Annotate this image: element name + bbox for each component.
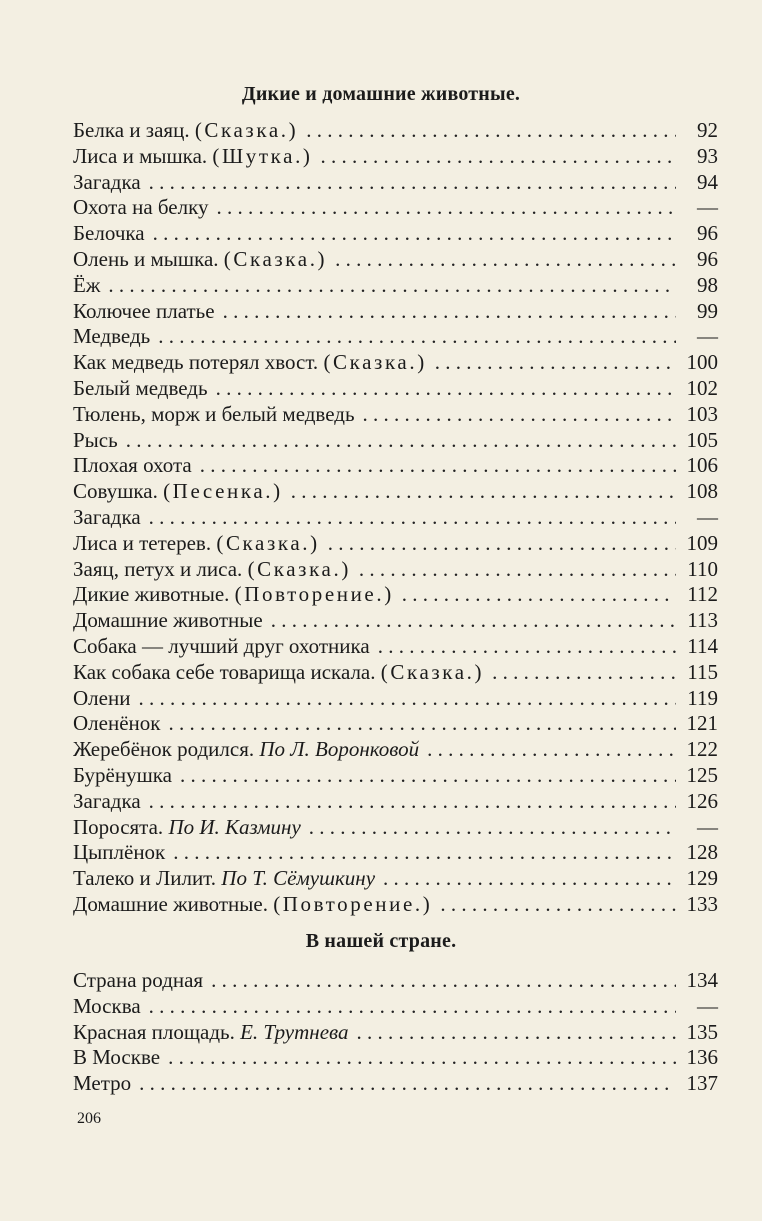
toc-entry-main-title: Дикие животные. xyxy=(73,582,230,607)
toc-entry-main-title: Совушка. xyxy=(73,479,158,504)
toc-entry-main-title: В Москве xyxy=(73,1045,161,1070)
page-number: 206 xyxy=(77,1110,101,1127)
toc-entry-page: 126 xyxy=(686,788,718,813)
toc-entry-main-title: Страна родная xyxy=(73,968,204,992)
toc-entry-main-title: Тюлень, морж и белый медведь xyxy=(73,401,355,426)
toc-entry-page: 96 xyxy=(697,221,718,246)
toc-entry-title xyxy=(73,557,351,583)
toc-entry xyxy=(73,376,718,402)
toc-entry-page: 99 xyxy=(697,298,718,323)
toc-leader-dots xyxy=(378,634,676,660)
toc-leader-dots xyxy=(492,660,676,686)
toc-entry-main-title: Колючее платье xyxy=(73,298,215,323)
toc-entry xyxy=(73,273,718,299)
toc-entry-page: 114 xyxy=(687,633,718,658)
toc-entry-page: — xyxy=(697,814,718,839)
toc-entry-main-title: Олени xyxy=(73,685,131,710)
toc-entry-title xyxy=(73,299,215,325)
toc-entry-page: 93 xyxy=(697,143,718,168)
toc-entry-page: 94 xyxy=(697,169,718,194)
toc-entry-title xyxy=(73,221,145,247)
toc-entry-page: 109 xyxy=(686,530,718,555)
toc-entry xyxy=(73,660,718,686)
toc-entry-page: 136 xyxy=(686,1045,718,1070)
toc-entry-title xyxy=(73,840,165,866)
toc-leader-dots xyxy=(363,402,676,428)
toc-entry-main-title: Загадка xyxy=(73,504,141,529)
toc-list-animals xyxy=(73,118,718,918)
toc-entry xyxy=(73,247,718,273)
toc-entry-title xyxy=(73,170,141,196)
toc-entry-page: 113 xyxy=(687,608,718,633)
toc-entry-genre: (Повторение.) xyxy=(273,891,433,916)
toc-entry xyxy=(73,453,718,479)
toc-entry-genre: (Песенка.) xyxy=(163,479,283,504)
toc-entry-main-title: Белка и заяц. xyxy=(73,118,190,142)
toc-leader-dots xyxy=(440,892,676,918)
toc-entry xyxy=(73,118,718,144)
toc-entry-main-title: Олень и мышка. xyxy=(73,246,219,271)
toc-leader-dots xyxy=(306,118,676,144)
toc-entry-main-title: Красная площадь. xyxy=(73,1019,235,1044)
toc-entry-page: 128 xyxy=(686,840,718,865)
toc-entry-genre: (Сказка.) xyxy=(247,556,351,581)
toc-entry-page: 119 xyxy=(687,685,718,710)
toc-entry xyxy=(73,479,718,505)
toc-entry-main-title: Рысь xyxy=(73,427,118,452)
section-title-country: В нашей стране. xyxy=(305,930,457,952)
toc-entry-main-title: Лиса и тетерев. xyxy=(73,530,212,555)
toc-entry-author: По И. Казмину xyxy=(168,814,301,839)
toc-entry xyxy=(73,402,718,428)
toc-entry-main-title: Как собака себе товарища искала. xyxy=(73,659,376,684)
toc-entry-page: 103 xyxy=(686,401,718,426)
toc-entry-main-title: Как медведь потерял хвост. xyxy=(73,350,319,375)
toc-entry-title xyxy=(73,505,141,531)
toc-entry-title xyxy=(73,789,141,815)
toc-entry-title xyxy=(73,376,208,402)
toc-leader-dots xyxy=(149,789,676,815)
toc-leader-dots xyxy=(359,557,676,583)
toc-entry-page: 96 xyxy=(697,246,718,271)
toc-entry-title xyxy=(73,195,209,221)
toc-entry-genre: (Шутка.) xyxy=(212,143,313,168)
toc-leader-dots xyxy=(200,453,676,479)
toc-entry-page: — xyxy=(697,324,718,349)
toc-entry-author: По Л. Воронковой xyxy=(259,737,420,762)
toc-entry-main-title: Загадка xyxy=(73,788,141,813)
toc-entry-title xyxy=(73,892,432,918)
toc-leader-dots xyxy=(153,221,676,247)
toc-entry-title xyxy=(73,247,327,273)
toc-leader-dots xyxy=(357,1020,677,1046)
toc-entry-page: 122 xyxy=(686,737,718,762)
toc-entry xyxy=(73,866,718,892)
toc-entry-title xyxy=(73,815,301,841)
toc-entry-genre: (Сказка.) xyxy=(223,246,328,271)
toc-entry xyxy=(73,634,718,660)
toc-entry xyxy=(73,737,718,763)
toc-entry-title xyxy=(73,144,313,170)
toc-entry-page: — xyxy=(697,504,718,529)
toc-leader-dots xyxy=(149,170,676,196)
toc-entry xyxy=(73,840,718,866)
toc-entry-genre: (Повторение.) xyxy=(234,582,394,607)
toc-entry-title xyxy=(73,273,100,299)
toc-entry-page: 134 xyxy=(686,968,718,992)
toc-entry-main-title: Домашние животные. xyxy=(73,891,268,916)
toc-entry-title xyxy=(73,402,355,428)
toc-entry xyxy=(73,170,718,196)
toc-leader-dots xyxy=(216,376,676,402)
toc-entry-page: 92 xyxy=(697,118,718,142)
toc-entry xyxy=(73,763,718,789)
toc-entry xyxy=(73,505,718,531)
toc-leader-dots xyxy=(211,968,676,994)
toc-entry xyxy=(73,711,718,737)
toc-entry-page: — xyxy=(697,993,718,1018)
toc-entry-title xyxy=(73,634,370,660)
toc-entry-main-title: Плохая охота xyxy=(73,453,192,478)
toc-leader-dots xyxy=(435,350,676,376)
toc-entry-main-title: Ёж xyxy=(73,272,101,297)
toc-entry-title xyxy=(73,350,427,376)
toc-leader-dots xyxy=(291,479,676,505)
toc-entry-title xyxy=(73,1071,131,1097)
toc-entry-title xyxy=(73,660,484,686)
toc-entry xyxy=(73,582,718,608)
toc-entry xyxy=(73,299,718,325)
toc-leader-dots xyxy=(168,1045,676,1071)
toc-entry xyxy=(73,221,718,247)
toc-entry-main-title: Охота на белку xyxy=(73,195,209,220)
toc-entry xyxy=(73,994,718,1020)
toc-entry-main-title: Собака — лучший друг охотника xyxy=(73,633,370,658)
toc-entry-title xyxy=(73,608,263,634)
toc-entry-main-title: Медведь xyxy=(73,324,151,349)
section-title-animals: Дикие и домашние животные. xyxy=(241,83,521,105)
toc-entry xyxy=(73,428,718,454)
toc-entry-author: По Т. Сёмушкину xyxy=(221,866,376,891)
toc-entry-main-title: Жеребёнок родился. xyxy=(73,737,255,762)
toc-leader-dots xyxy=(149,505,676,531)
toc-leader-dots xyxy=(108,273,676,299)
toc-entry-page: 98 xyxy=(697,272,718,297)
toc-entry-genre: (Сказка.) xyxy=(380,659,485,684)
toc-entry-title xyxy=(73,324,150,350)
toc-entry-main-title: Оленёнок xyxy=(73,711,161,736)
toc-entry xyxy=(73,531,718,557)
toc-leader-dots xyxy=(173,840,676,866)
toc-entry xyxy=(73,968,718,994)
toc-leader-dots xyxy=(321,144,676,170)
toc-entry xyxy=(73,686,718,712)
toc-entry xyxy=(73,1045,718,1071)
toc-entry-page: 137 xyxy=(686,1071,718,1096)
toc-leader-dots xyxy=(180,763,676,789)
toc-entry-page: 133 xyxy=(686,891,718,916)
toc-entry-main-title: Москва xyxy=(73,993,141,1018)
toc-leader-dots xyxy=(335,247,676,273)
toc-entry-genre: (Сказка.) xyxy=(194,118,299,142)
toc-entry-title xyxy=(73,711,160,737)
toc-leader-dots xyxy=(223,299,676,325)
toc-entry-main-title: Цыплёнок xyxy=(73,840,166,865)
toc-entry-page: 112 xyxy=(687,582,718,607)
toc-entry-title xyxy=(73,968,203,994)
toc-entry-page: 135 xyxy=(686,1019,718,1044)
toc-entry xyxy=(73,1071,718,1097)
toc-entry-main-title: Поросята. xyxy=(73,814,164,839)
toc-entry-genre: (Сказка.) xyxy=(323,350,427,375)
toc-entry-page: 108 xyxy=(686,479,718,504)
toc-entry-title xyxy=(73,531,320,557)
toc-entry xyxy=(73,815,718,841)
toc-leader-dots xyxy=(126,428,676,454)
toc-entry-title xyxy=(73,453,192,479)
toc-entry xyxy=(73,324,718,350)
toc-entry-main-title: Загадка xyxy=(73,169,141,194)
toc-entry-main-title: Талеко и Лилит. xyxy=(73,866,217,891)
toc-entry xyxy=(73,195,718,221)
toc-entry-title xyxy=(73,1020,349,1046)
toc-entry-main-title: Домашние животные xyxy=(73,608,263,633)
toc-entry-main-title: Бурёнушка xyxy=(73,762,172,787)
toc-leader-dots xyxy=(217,195,676,221)
toc-entry xyxy=(73,350,718,376)
toc-leader-dots xyxy=(383,866,676,892)
toc-entry-page: 106 xyxy=(686,453,718,478)
toc-entry xyxy=(73,557,718,583)
toc-entry-page: 121 xyxy=(686,711,718,736)
toc-entry-page: 105 xyxy=(686,427,718,452)
toc-leader-dots xyxy=(168,711,676,737)
toc-entry-title xyxy=(73,866,375,892)
toc-list-country xyxy=(73,968,718,1097)
toc-leader-dots xyxy=(139,1071,676,1097)
toc-entry-title xyxy=(73,994,141,1020)
toc-entry-main-title: Лиса и мышка. xyxy=(73,143,208,168)
toc-entry-page: — xyxy=(697,195,718,220)
toc-entry-genre: (Сказка.) xyxy=(216,530,320,555)
toc-entry xyxy=(73,1020,718,1046)
toc-entry-main-title: Метро xyxy=(73,1071,132,1096)
toc-entry-page: 110 xyxy=(687,556,718,581)
toc-entry-main-title: Заяц, петух и лиса. xyxy=(73,556,243,581)
toc-entry-title xyxy=(73,582,394,608)
toc-leader-dots xyxy=(328,531,676,557)
toc-leader-dots xyxy=(138,686,676,712)
toc-entry-title xyxy=(73,479,283,505)
toc-entry-page: 115 xyxy=(687,659,718,684)
toc-entry xyxy=(73,789,718,815)
toc-entry-author: Е. Трутнева xyxy=(240,1019,349,1044)
toc-leader-dots xyxy=(309,815,676,841)
toc-leader-dots xyxy=(158,324,676,350)
toc-entry-page: 125 xyxy=(686,762,718,787)
toc-entry-title xyxy=(73,428,118,454)
toc-entry-title xyxy=(73,118,298,144)
toc-entry-title xyxy=(73,763,172,789)
toc-entry-main-title: Белый медведь xyxy=(73,375,208,400)
toc-leader-dots xyxy=(271,608,676,634)
toc-leader-dots xyxy=(427,737,676,763)
toc-entry-page: 100 xyxy=(686,350,718,375)
toc-entry xyxy=(73,892,718,918)
toc-entry-title xyxy=(73,686,130,712)
toc-entry xyxy=(73,144,718,170)
toc-entry-page: 129 xyxy=(686,866,718,891)
toc-entry-title xyxy=(73,1045,160,1071)
toc-leader-dots xyxy=(149,994,676,1020)
toc-entry-main-title: Белочка xyxy=(73,221,145,246)
toc-entry-page: 102 xyxy=(686,375,718,400)
toc-entry xyxy=(73,608,718,634)
toc-entry-title xyxy=(73,737,419,763)
toc-leader-dots xyxy=(402,582,676,608)
